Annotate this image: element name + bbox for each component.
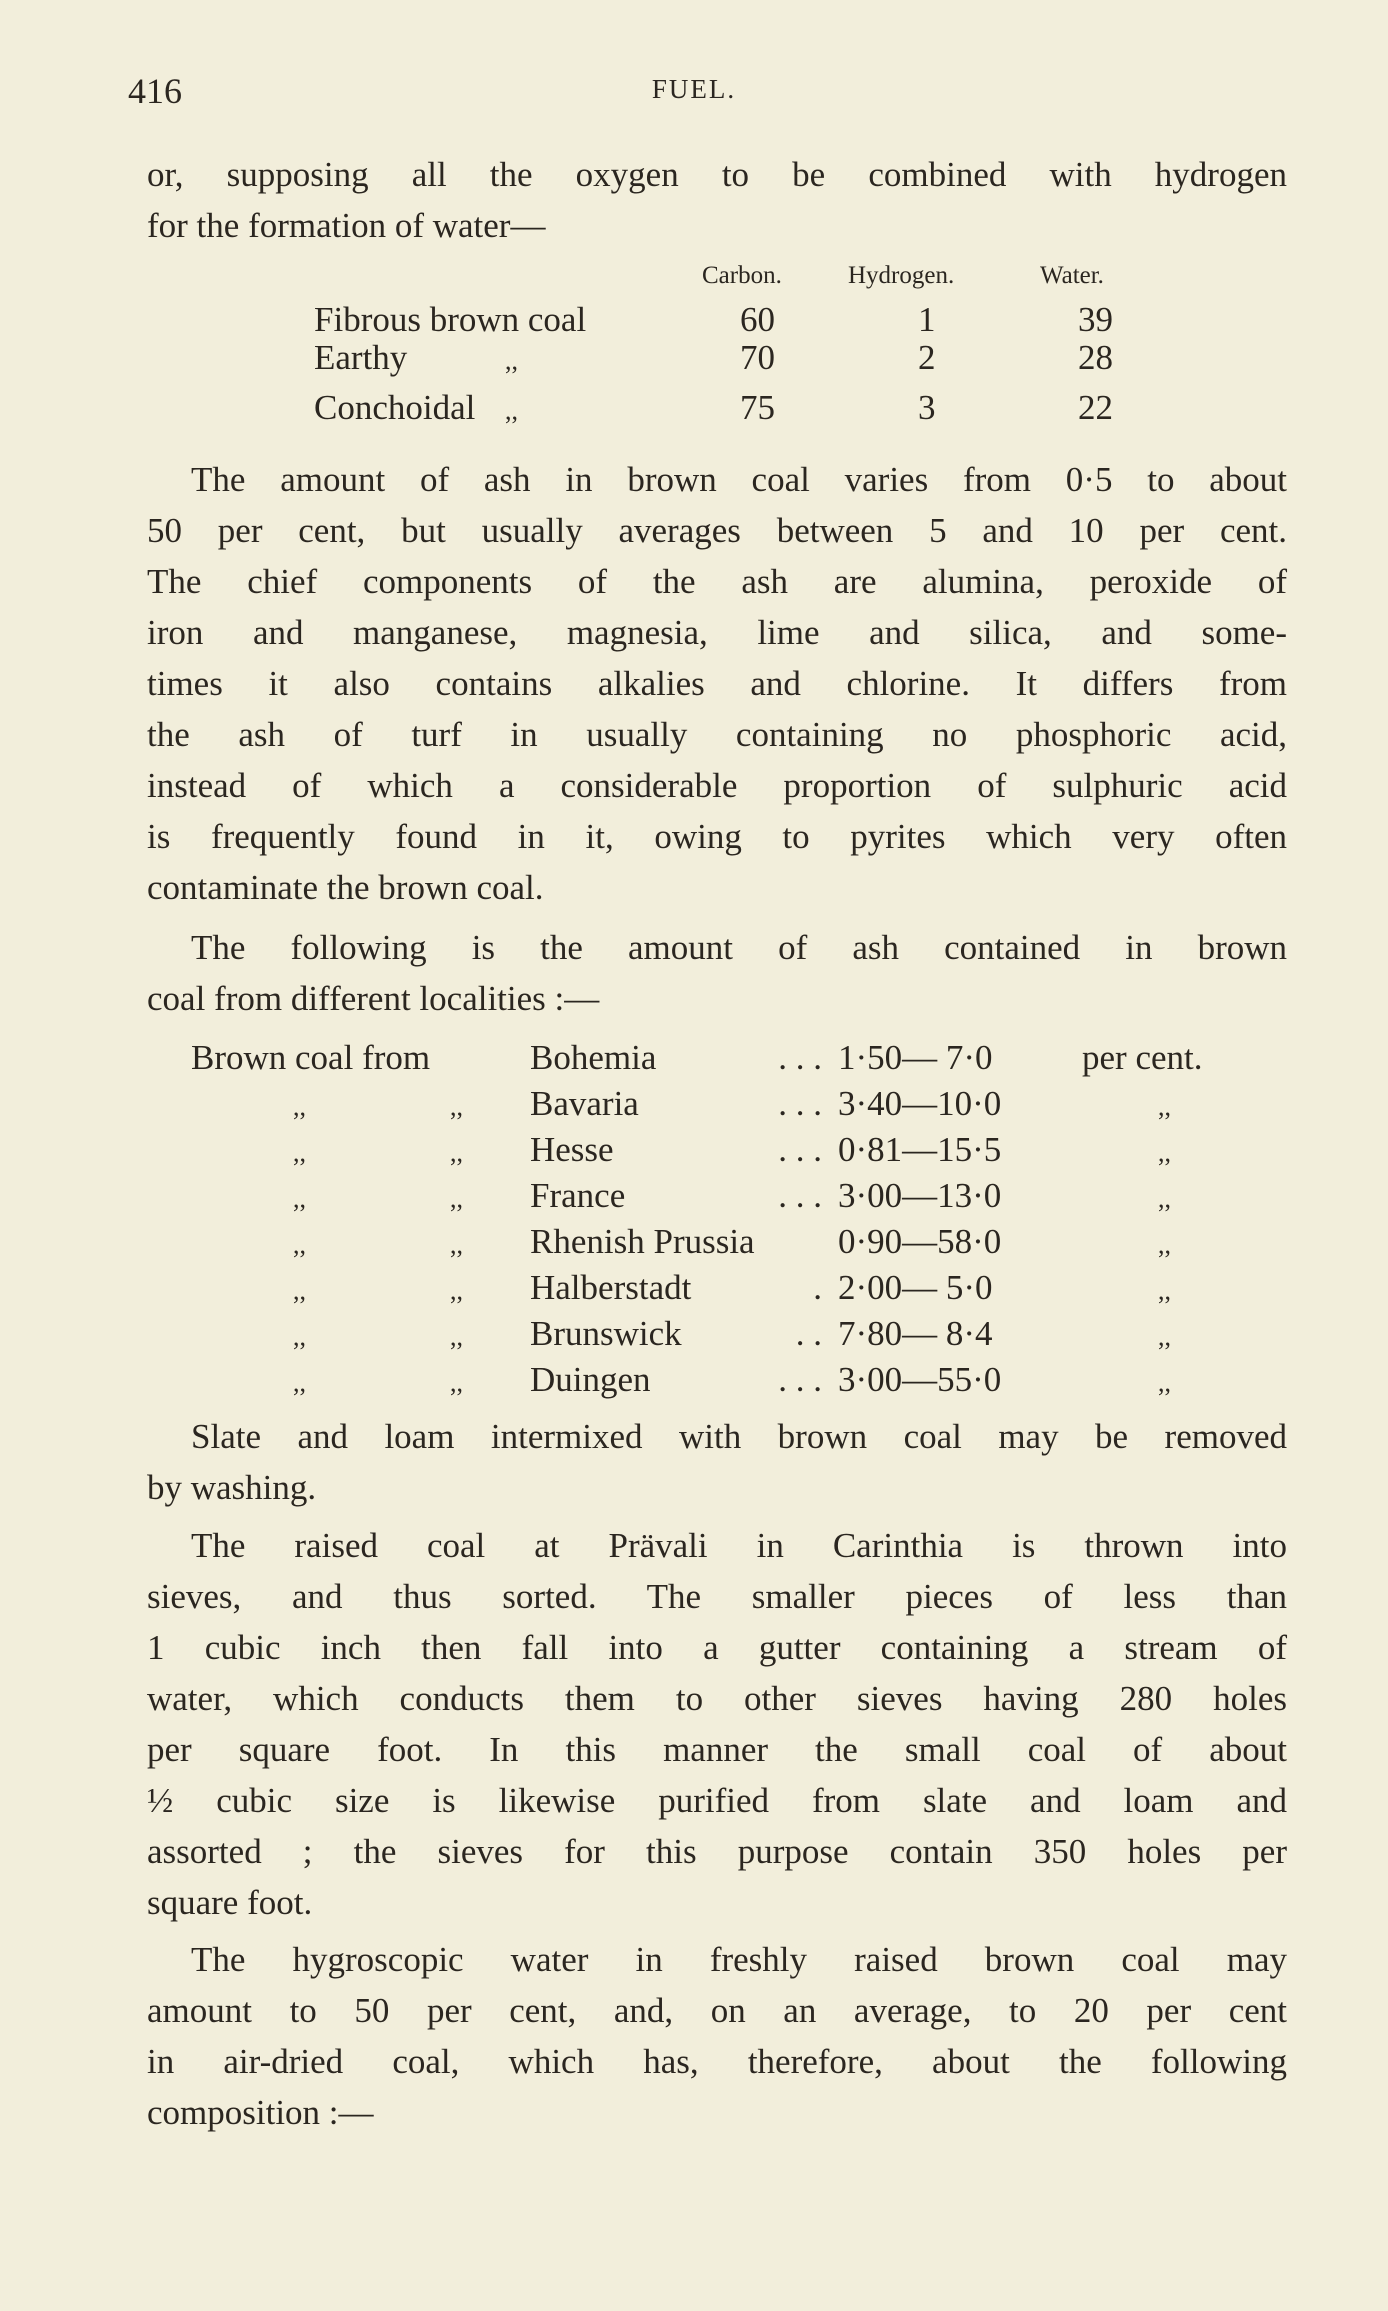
text-line: instead of which a considerable proportion of sulphuric acid (147, 766, 1287, 805)
hydrogen-value: 2 (918, 338, 936, 377)
text-line: by washing. (147, 1468, 317, 1507)
text-line: coal from different localities :— (147, 979, 600, 1018)
dot-leader: . . . (778, 1084, 822, 1123)
text-line: iron and manganese, magnesia, lime and silica, and some- (147, 613, 1287, 652)
unit: ,, (1158, 1184, 1171, 1213)
paragraph-following (147, 922, 1287, 1024)
text-line: contaminate the brown coal. (147, 868, 544, 907)
text-line: water, which conducts them to other sieves having 280 holes (147, 1679, 1287, 1718)
row-label: Conchoidal (314, 388, 476, 427)
ash-range: 3·00—55·0 (838, 1360, 1002, 1399)
dot-leader: . . . (778, 1038, 822, 1077)
text-line: assorted ; the sieves for this purpose contain 350 holes per (147, 1832, 1287, 1871)
text-line: is frequently found in it, owing to pyrites which very often (147, 817, 1287, 856)
row-label: Fibrous brown coal (314, 300, 587, 339)
text-line: amount to 50 per cent, and, on an average, to 20 per cent (147, 1991, 1287, 2030)
locality: Bohemia (530, 1038, 657, 1077)
ash-range: 0·81—15·5 (838, 1130, 1002, 1169)
dot-leader: . . (795, 1314, 822, 1353)
dot-leader: . . . (778, 1360, 822, 1399)
row-label: Earthy (314, 338, 408, 377)
dot-leader: . (813, 1268, 822, 1307)
carbon-value: 75 (740, 388, 775, 427)
running-title: FUEL. (651, 74, 737, 104)
locality: France (530, 1176, 626, 1215)
dot-leader: . . . (778, 1176, 822, 1215)
paragraph-intro (147, 149, 1287, 251)
column-header-carbon: Carbon. (702, 262, 782, 289)
row-prefix: Brown coal from (191, 1038, 431, 1077)
ash-range: 3·40—10·0 (838, 1084, 1002, 1123)
ditto-mark: ,, (450, 1230, 463, 1259)
ditto-mark: ,, (505, 346, 518, 375)
locality: Duingen (530, 1360, 651, 1399)
text-line: Slate and loam intermixed with brown coal may be removed (191, 1417, 1287, 1456)
ditto-mark: ,, (450, 1276, 463, 1305)
ditto-mark: ,, (293, 1138, 306, 1167)
ash-range: 2·00— 5·0 (838, 1268, 993, 1307)
ditto-mark: ,, (450, 1322, 463, 1351)
hydrogen-value: 1 (918, 300, 936, 339)
unit: ,, (1158, 1322, 1171, 1351)
ditto-mark: ,, (293, 1184, 306, 1213)
hydrogen-value: 3 (918, 388, 936, 427)
page-number: 416 (128, 71, 182, 111)
ditto-mark: ,, (450, 1368, 463, 1397)
ditto-mark: ,, (450, 1184, 463, 1213)
ash-range: 3·00—13·0 (838, 1176, 1002, 1215)
locality: Rhenish Prussia (530, 1222, 755, 1261)
text-line: The amount of ash in brown coal varies from 0·5 to about (191, 460, 1287, 499)
ditto-mark: ,, (293, 1092, 306, 1121)
unit: per cent. (1082, 1038, 1203, 1077)
text-line: 50 per cent, but usually averages between 5 and 10 per cent. (147, 511, 1287, 550)
text-line: in air-dried coal, which has, therefore, about the following (147, 2042, 1287, 2081)
unit: ,, (1158, 1092, 1171, 1121)
paragraph-hygroscopic (147, 1934, 1287, 2138)
text-line: composition :— (147, 2093, 374, 2132)
paragraph-ash (147, 454, 1287, 913)
ditto-mark: ,, (293, 1368, 306, 1397)
locality: Bavaria (530, 1084, 639, 1123)
ditto-mark: ,, (293, 1230, 306, 1259)
unit: ,, (1158, 1368, 1171, 1397)
unit: ,, (1158, 1138, 1171, 1167)
text-line: times it also contains alkalies and chlorine. It differs from (147, 664, 1287, 703)
carbon-value: 70 (740, 338, 775, 377)
text-line: The hygroscopic water in freshly raised brown coal may (191, 1940, 1287, 1979)
text-line: 1 cubic inch then fall into a gutter containing a stream of (147, 1628, 1287, 1667)
column-header-hydrogen: Hydrogen. (848, 262, 955, 289)
ditto-mark: ,, (293, 1276, 306, 1305)
ditto-mark: ,, (450, 1092, 463, 1121)
text-line: The following is the amount of ash contained in brown (191, 928, 1287, 967)
carbon-value: 60 (740, 300, 775, 339)
text-line: sieves, and thus sorted. The smaller pieces of less than (147, 1577, 1287, 1616)
water-value: 28 (1078, 338, 1113, 377)
text-line: ½ cubic size is likewise purified from slate and loam and (147, 1781, 1287, 1820)
ash-range: 1·50— 7·0 (838, 1038, 993, 1077)
text-line: or, supposing all the oxygen to be combined with hydrogen (147, 155, 1287, 194)
ditto-mark: ,, (450, 1138, 463, 1167)
water-value: 39 (1078, 300, 1113, 339)
column-header-water: Water. (1040, 262, 1104, 289)
text-line: The chief components of the ash are alumina, peroxide of (147, 562, 1287, 601)
text-line: The raised coal at Prävali in Carinthia is thrown into (191, 1526, 1287, 1565)
locality: Halberstadt (530, 1268, 692, 1307)
text-line: square foot. (147, 1883, 313, 1922)
text-line: per square foot. In this manner the small coal of about (147, 1730, 1287, 1769)
text-line: for the formation of water— (147, 206, 546, 245)
ditto-mark: ,, (293, 1322, 306, 1351)
locality: Hesse (530, 1130, 614, 1169)
paragraph-raised (147, 1520, 1287, 1928)
locality: Brunswick (530, 1314, 682, 1353)
dot-leader: . . . (778, 1130, 822, 1169)
paragraph-slate (147, 1411, 1287, 1513)
water-value: 22 (1078, 388, 1113, 427)
unit: ,, (1158, 1230, 1171, 1259)
ash-range: 7·80— 8·4 (838, 1314, 993, 1353)
ash-range: 0·90—58·0 (838, 1222, 1002, 1261)
text-line: the ash of turf in usually containing no phosphoric acid, (147, 715, 1287, 754)
ditto-mark: ,, (505, 396, 518, 425)
unit: ,, (1158, 1276, 1171, 1305)
